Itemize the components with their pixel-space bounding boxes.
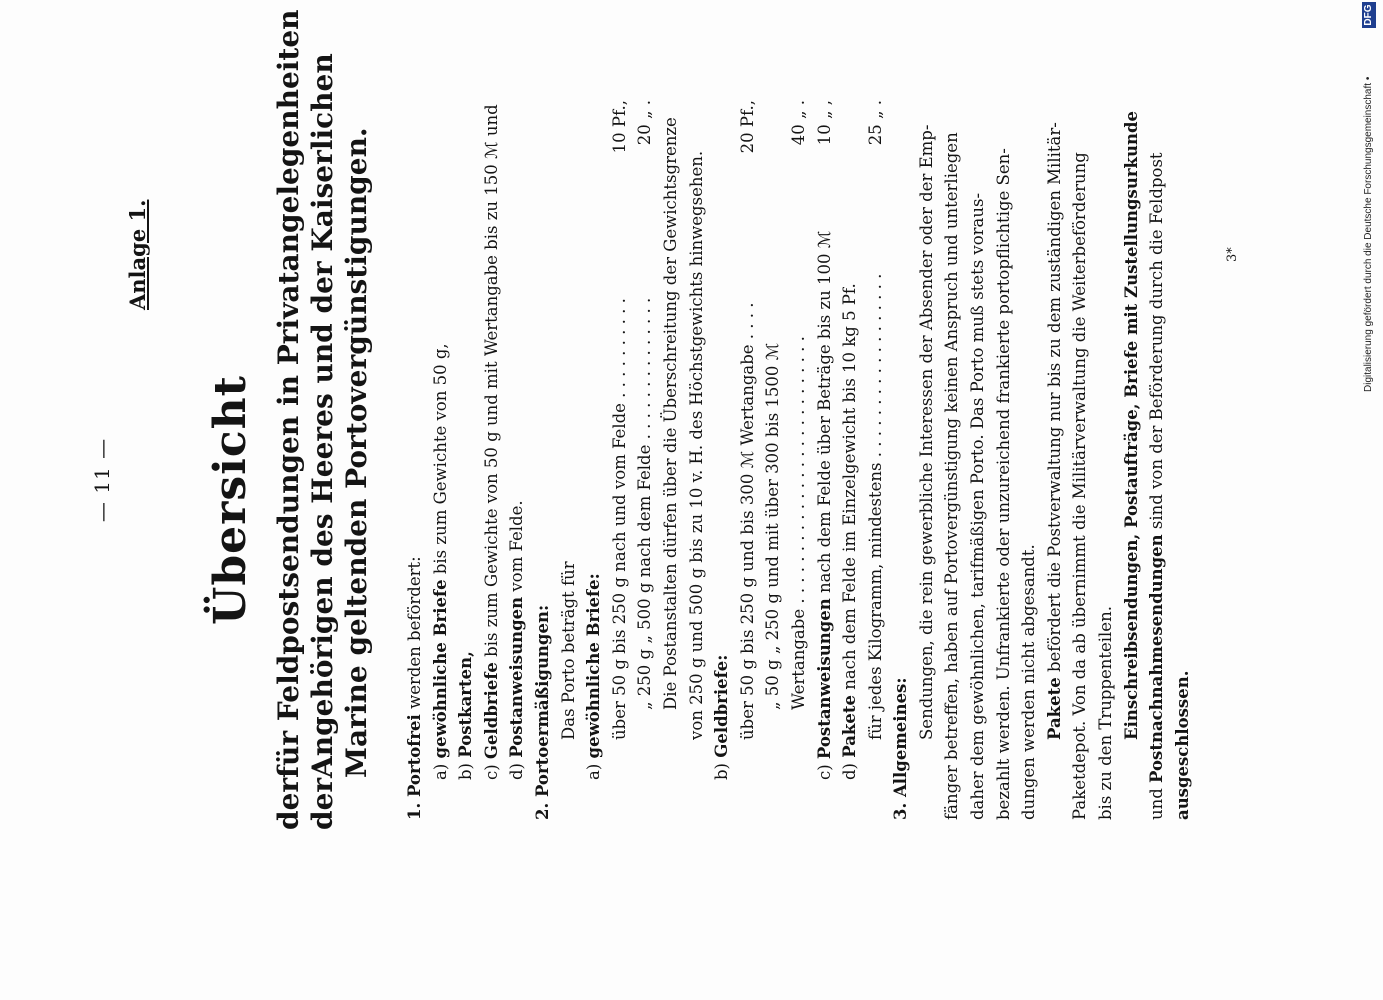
s3-p2-line-2: Paketdepot. Von da ab übernimmt die Militärverwaltung die Weiterbeförderung: [1070, 152, 1090, 820]
s3-p1-line-4: bezahlt werden. Unfrankierte oder unzureichend frankierte portopflichtige Sen-: [993, 148, 1013, 820]
s2-c-rest: nach dem Felde über Beträge bis zu 100 ℳ: [814, 230, 834, 599]
s1-item-a: [428, 100, 454, 820]
s2-a-bold: gewöhnliche Briefe:: [584, 573, 604, 759]
s3-p1-line-5: dungen werden nicht abgesandt.: [1019, 544, 1039, 820]
s2-c-label: c): [814, 764, 834, 780]
s2-d-rest: nach dem Felde im Einzelgewicht bis 10 kg 5 Pf.: [840, 283, 860, 696]
s1-b-bold: Postkarten,: [456, 651, 476, 758]
section-1-rest: werden befördert:: [405, 556, 424, 715]
subtitle-der-2: der: [306, 777, 339, 830]
s2-b-row-2: „ 50 g „ 250 g und mit über 300 bis 1500 ℳ: [763, 342, 783, 710]
dfg-credit-text: Digitalisierung gefördert durch die Deutsche Forschungsgemeinschaft •: [1363, 76, 1374, 392]
s2-b-row-3-value: 40 „ .: [788, 100, 808, 146]
subtitle-line-2: [306, 53, 339, 830]
s3-p2-line-1: [1042, 100, 1068, 820]
s3-p2-bold: Pakete: [1044, 677, 1064, 740]
s1-a-label: a): [430, 763, 450, 780]
s2-b-row-1: [735, 100, 761, 820]
s3-p2-line-3: bis zu den Truppenteilen.: [1096, 606, 1116, 820]
s2-a-row-2: [632, 100, 658, 820]
s3-p3-line-1: Einschreibsendungen, Postaufträge, Briefe mit Zustellungsurkunde: [1121, 111, 1141, 740]
s2-d-label: d): [840, 763, 860, 780]
s2-b-label: b): [712, 763, 732, 780]
s2-a-row-1-value: 10 Pf.,: [609, 100, 629, 154]
s2-b-bold: Geldbriefe:: [712, 654, 732, 758]
s2-item-b: [709, 100, 735, 820]
document-body: [402, 100, 1195, 820]
s3-p4-pre: und: [1147, 782, 1167, 820]
s1-item-c: [479, 100, 505, 820]
s1-b-label: b): [456, 763, 476, 780]
s2-item-d: [837, 100, 863, 820]
s3-p1-line-2: fänger betreffen, haben auf Portovergünstigung keinen Anspruch und unterliegen: [942, 132, 962, 820]
page-number: — 11 —: [90, 437, 114, 523]
footer-mark: 3*: [1225, 247, 1240, 262]
s3-p4-rest: sind von der Beförderung durch die Feldpost: [1147, 152, 1167, 535]
section-1-heading: [402, 100, 428, 820]
s2-intro: Das Porto beträgt für: [558, 561, 578, 740]
s3-p4-line: [1144, 100, 1170, 820]
s3-p1-line-1: Sendungen, die rein gewerbliche Interessen der Absender oder der Emp-: [916, 124, 936, 740]
s1-a-bold: gewöhnliche Briefe: [430, 579, 450, 759]
subtitle-line-3: Marine geltenden Portovergünstigungen.: [340, 127, 373, 778]
s2-item-c: [812, 100, 838, 820]
s1-item-b: [453, 100, 479, 820]
s2-item-a: [581, 100, 607, 820]
s3-p5-line: ausgeschlossen.: [1172, 670, 1192, 820]
s1-c-label: c): [481, 764, 501, 780]
s2-a-row-2-text: „ 250 g „ 500 g nach dem Felde . . . . . . . . . . . . . .: [635, 297, 655, 710]
s2-b-row-3: [786, 100, 812, 820]
s2-d-bold: Pakete: [840, 695, 860, 758]
section-3-heading: 3. Allgemeines:: [891, 677, 911, 820]
s2-d-row-2: [863, 100, 889, 820]
s2-c-bold: Postanweisungen: [814, 598, 834, 760]
s1-c-bold: Geldbriefe: [481, 662, 501, 760]
s1-c-rest: bis zum Gewichte von 50 g und mit Wertangabe bis zu 150 ℳ und: [481, 104, 501, 663]
s2-a-label: a): [584, 763, 604, 780]
s2-d-row-2-text: für jedes Kilogramm, mindestens . . . . . . . . . . . . . . . . . .: [865, 273, 885, 740]
section-2-heading: 2. Portoermäßigungen:: [532, 604, 552, 820]
s2-a-row-1-text: über 50 g bis 250 g nach und vom Felde . . . . . . . . . .: [609, 298, 629, 740]
s2-a-note-1: Die Postanstalten dürfen über die Überschreitung der Gewichtsgrenze: [660, 117, 680, 710]
subtitle-text-1: für Feldpostsendungen in Privatangelegenheiten: [272, 9, 305, 778]
dfg-logo: DFG: [1362, 2, 1376, 28]
s3-p4-bold: Postnachnahmesendungen: [1147, 534, 1167, 783]
s2-a-row-2-value: 20 „ .: [635, 100, 655, 146]
s2-b-row-3-text: Wertangabe . . . . . . . . . . . . . . . . . . . . . . . . . .: [788, 336, 808, 710]
s2-b-row-1-value: 20 Pf.,: [737, 100, 757, 154]
s3-p2-text-1: befördert die Postverwaltung nur bis zu dem zuständigen Militär-: [1044, 122, 1064, 678]
section-1-bold: 1. Portofrei: [405, 714, 424, 820]
anlage-label: Anlage 1.: [125, 199, 150, 310]
s1-a-rest: bis zum Gewichte von 50 g,: [430, 343, 450, 580]
subtitle-line-1: [272, 9, 305, 830]
s2-a-note-2: von 250 g und 500 g bis zu 10 v. H. des Höchstgewichts hinwegsehen.: [686, 150, 706, 740]
s2-c-value: 10 „ ,: [814, 100, 834, 146]
s2-d-row-2-value: 25 „ .: [865, 100, 885, 146]
s2-a-row-1: [607, 100, 633, 820]
s1-d-rest: vom Felde.: [507, 500, 527, 597]
s1-d-bold: Postanweisungen: [507, 596, 527, 758]
subtitle-der-1: der: [272, 777, 305, 830]
page-title: Übersicht: [205, 375, 256, 625]
s1-d-label: d): [507, 763, 527, 780]
subtitle-text-2: Angehörigen des Heeres und der Kaiserlichen: [306, 53, 339, 778]
s2-b-row-1-text: über 50 g bis 250 g und bis 300 ℳ Wertangabe . . . .: [737, 302, 757, 740]
s3-p1-line-3: daher dem gewöhnlichen, tarifmäßigen Porto. Das Porto muß stets voraus-: [968, 192, 988, 820]
s1-item-d: [504, 100, 530, 820]
